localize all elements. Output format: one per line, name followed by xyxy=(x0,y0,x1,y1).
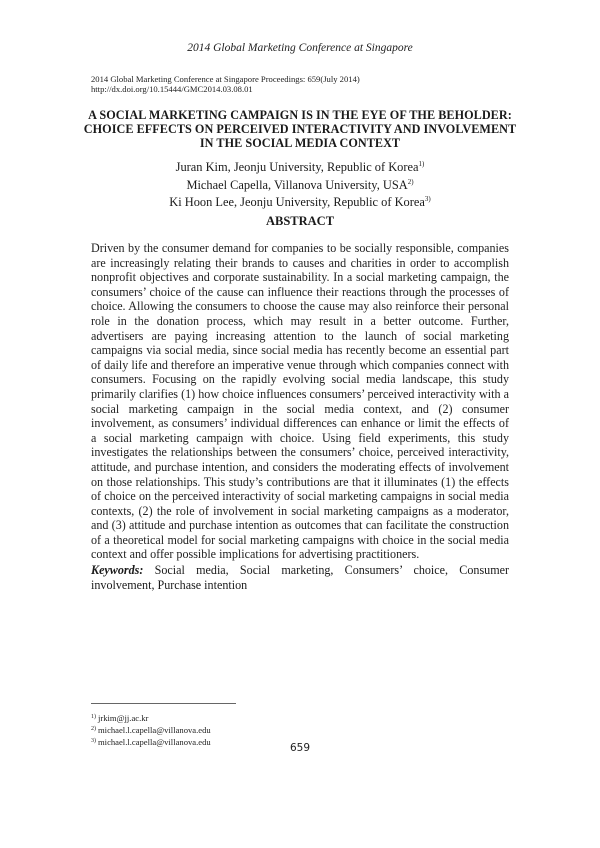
author-list xyxy=(100,157,500,210)
proceedings-citation: 2014 Global Marketing Conference at Singapore Proceedings: 659(July 2014) xyxy=(91,74,360,84)
abstract-heading: ABSTRACT xyxy=(265,214,335,228)
footnote xyxy=(91,724,211,736)
author-affiliation: Ki Hoon Lee, Jeonju University, Republic of Korea xyxy=(169,195,425,209)
footnote-mark: 1) xyxy=(91,714,96,720)
author-affiliation: Michael Capella, Villanova University, USA xyxy=(186,177,408,192)
abstract-body: Driven by the consumer demand for companies to be socially responsible, companies are increasingly relating their brands to causes and charities in order to accomplish nonprofit objectives and corporate sustainability. In a social marketing campaign, the consumers’ choice of the cause can influence their reactions through the processes of choice. Allowing the consumers to choose the cause may also reinforce their personal role in the donation process, which may result in a better outcome. Further, advertisers are paying increasing attention to the launch of social marketing campaigns via social media, since social media has recently become an essential part of daily life and therefore an imperative venue through which companies connect with consumers. Focusing on the rapidly evolving social media landscape, this study primarily clarifies (1) how choice influences consumers’ perceived interactivity with a social marketing campaign in the social media context, and (2) consumer involvement, as consumers’ individual differences can enhance or limit the effects of a social marketing campaign with choice. Using field experiments, this study investigates the relationships between the consumers’ choice, perceived interactivity, attitude, and purchase intention, and considers the moderating effects of involvement on those relationships. This study’s contributions are that it illuminates (1) the effects of choice on the perceived interactivity of social marketing campaigns in social media contexts, (2) the role of involvement in social marketing campaigns as a moderator, and (3) attitude and purchase intention as outcomes that can facilitate the construction of a theoretical model for social marketing campaigns with choice in the social media context and offer possible implications for advertising practitioners. xyxy=(91,241,509,562)
footnote-divider xyxy=(91,703,236,704)
author-affiliation: Juran Kim, Jeonju University, Republic of Korea xyxy=(175,160,419,174)
footnote-mark: 3) xyxy=(91,738,96,744)
footnote-mark: 1) xyxy=(418,160,425,168)
footnote-mark: 2) xyxy=(91,726,96,732)
footnote-mark: 3) xyxy=(424,195,431,203)
paper-title: A SOCIAL MARKETING CAMPAIGN IS IN THE EYE OF THE BEHOLDER: CHOICE EFFECTS ON PERCEIVED INTERACTIVITY AND INVOLVEMENT IN THE SOCIAL MEDIA CONTEXT xyxy=(83,108,517,150)
keywords-label: Keywords: xyxy=(91,563,144,577)
keywords xyxy=(91,563,509,592)
author-line xyxy=(100,157,500,175)
footnote-email[interactable]: michael.l.capella@villanova.edu xyxy=(98,737,211,747)
author-line xyxy=(100,175,500,193)
footnote xyxy=(91,712,211,724)
running-head: 2014 Global Marketing Conference at Singapore xyxy=(187,42,413,54)
footnote-mark: 2) xyxy=(407,177,414,186)
keywords-text: Social media, Social marketing, Consumers’ choice, Consumer involvement, Purchase intention xyxy=(91,563,510,592)
author-line xyxy=(100,192,500,210)
doi-link[interactable]: http://dx.doi.org/10.15444/GMC2014.03.08.01 xyxy=(91,84,253,94)
proceedings-info xyxy=(91,74,360,94)
page-number: 659 xyxy=(289,742,311,754)
footnote-email[interactable]: michael.l.capella@villanova.edu xyxy=(98,725,211,735)
footnote-email[interactable]: jrkim@jj.ac.kr xyxy=(98,713,149,723)
